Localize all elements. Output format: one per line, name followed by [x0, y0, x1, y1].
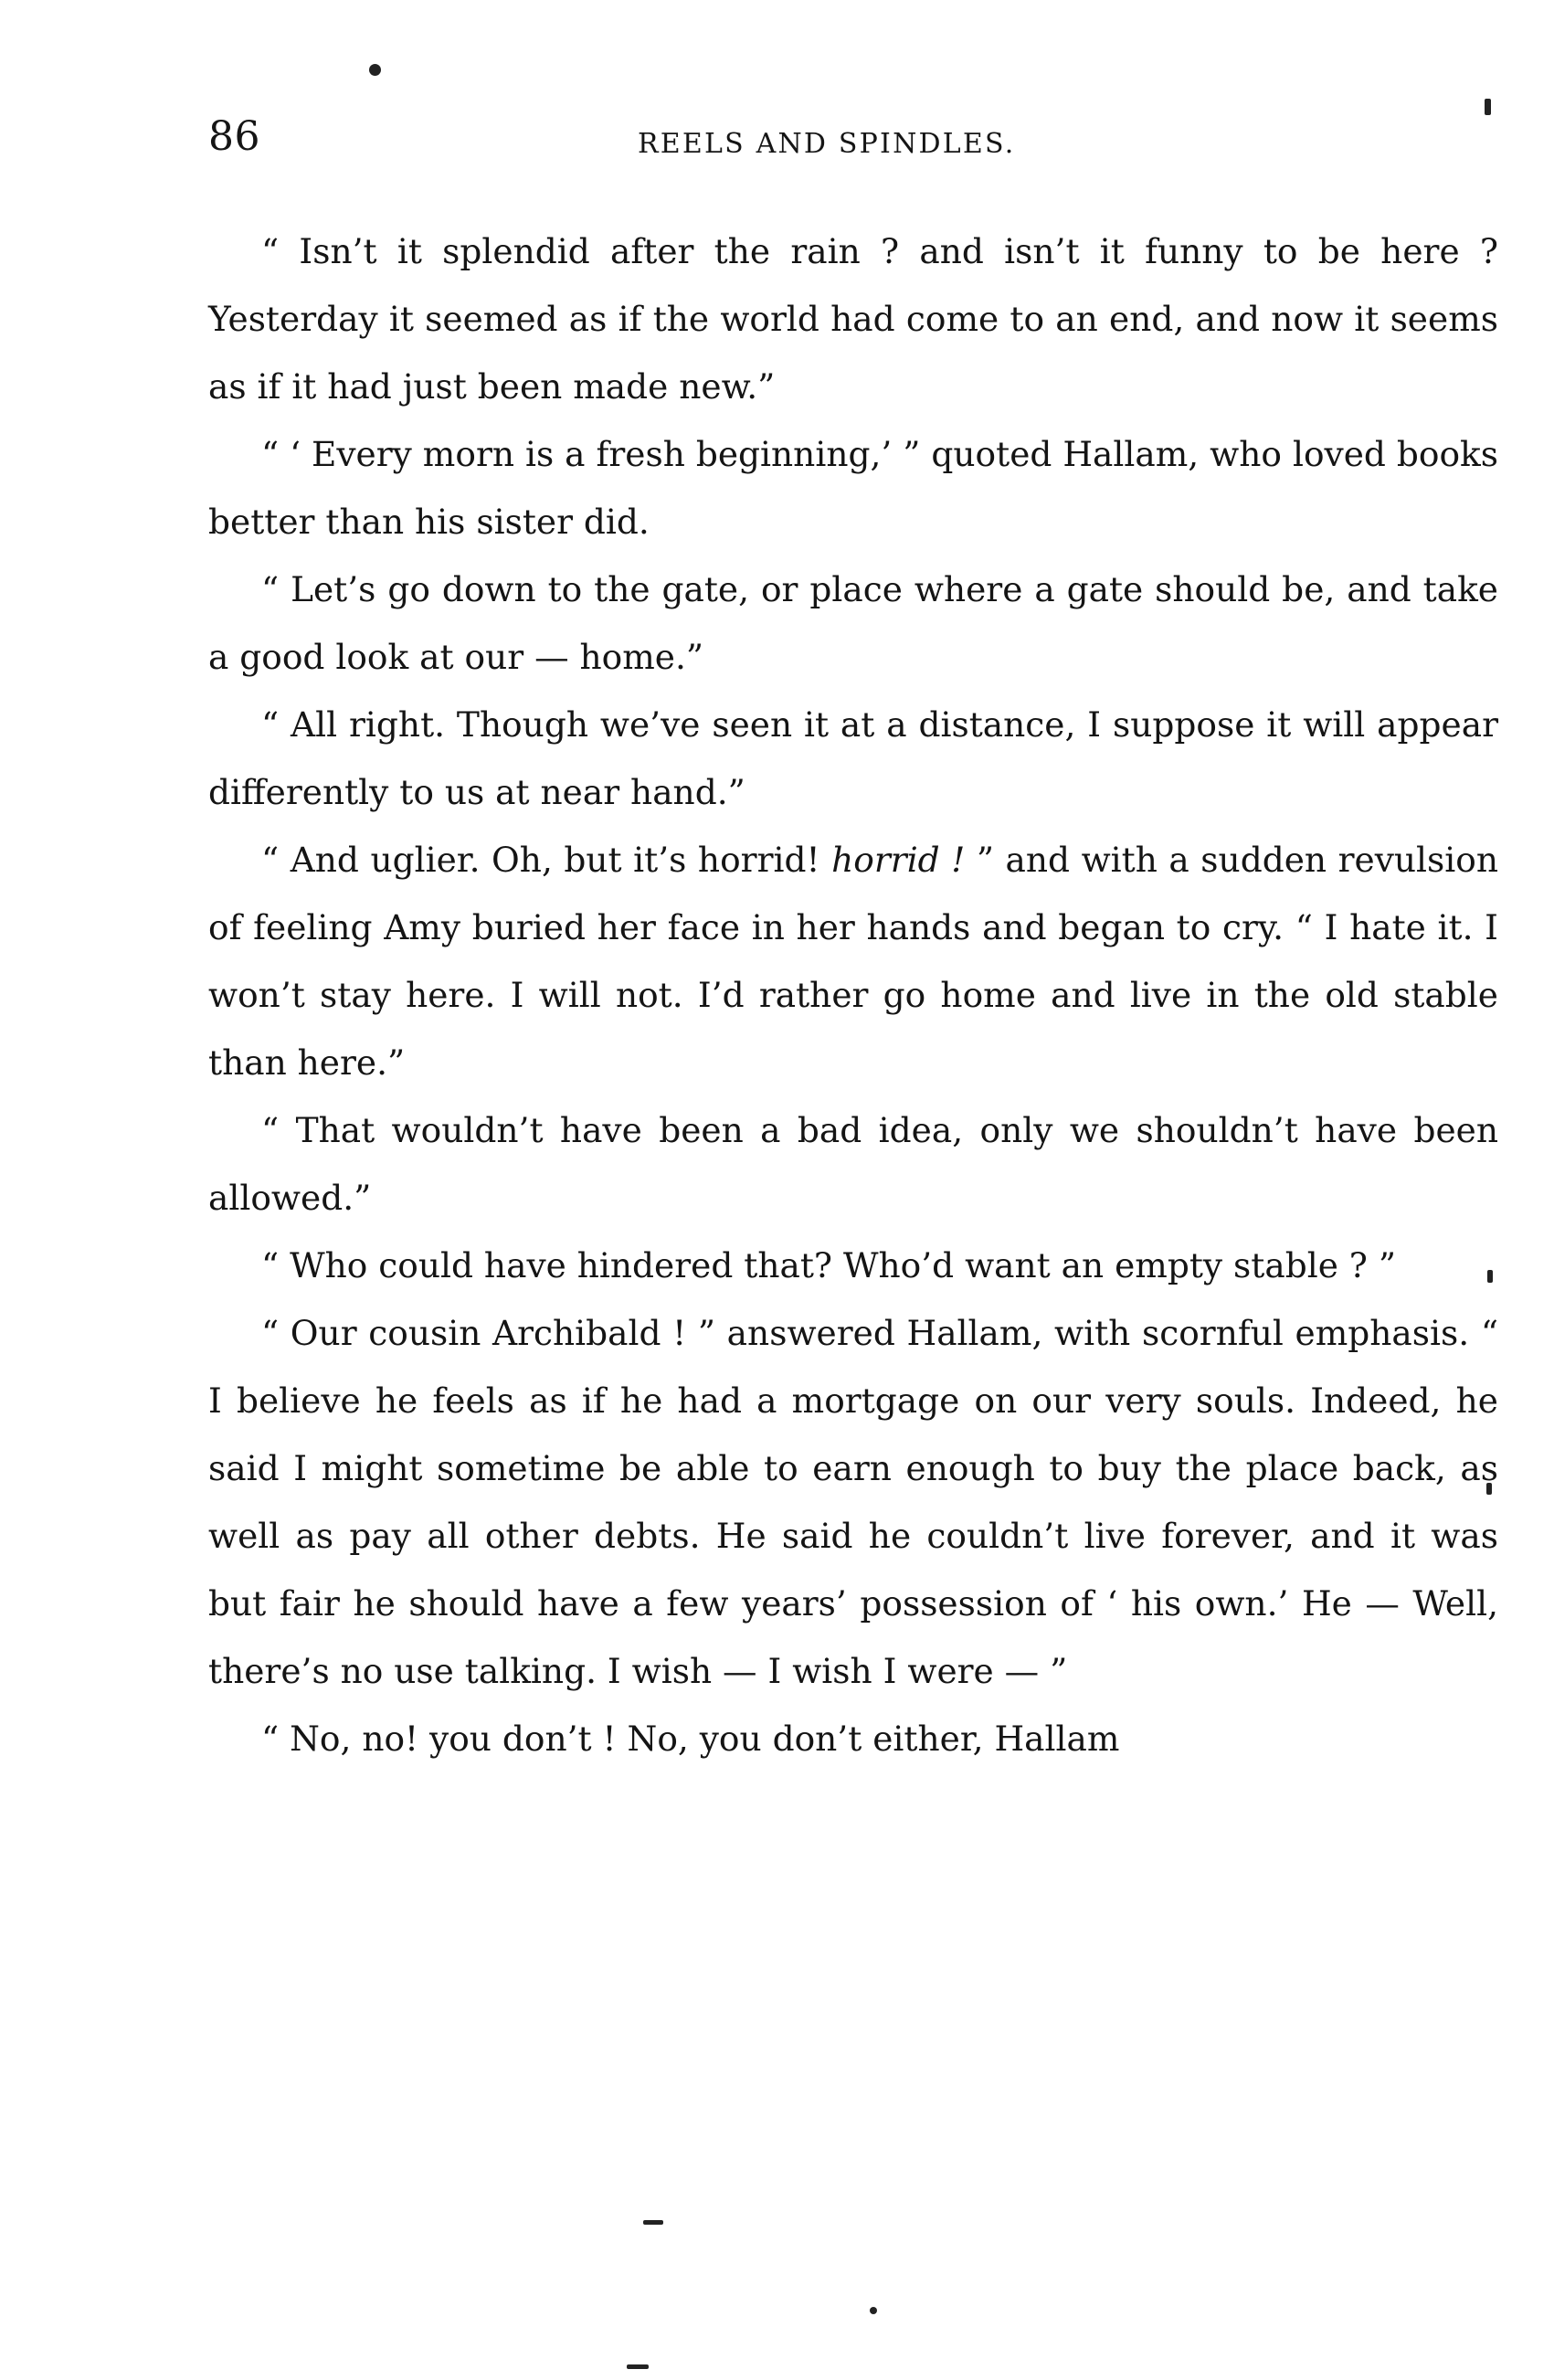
paragraph: “ Our cousin Archibald ! ” answered Hallam, with scornful emphasis. “ I believe he feels as if he had a mortgage on our very souls. Indeed, he said I might sometime be able to earn enough to buy the place back, as well as pay all other debts. He said he couldn’t live forever, and it was but fair he should have a few years’ possession of ‘ his own.’ He — Well, there’s no use talking. I wish — I wish I were — ” [208, 1313, 1498, 1691]
paragraph: “ That wouldn’t have been a bad idea, only we shouldn’t have been allowed.” [208, 1110, 1498, 1218]
scan-artifact-speck [870, 2307, 877, 2314]
paragraph: “ All right. Though we’ve seen it at a distance, I suppose it will appear differently to us at near hand.” [208, 704, 1498, 812]
page-header [208, 113, 1495, 172]
italic-emphasis: horrid ! [831, 840, 966, 880]
scan-artifact-speck [643, 2220, 663, 2225]
scan-artifact-speck [1485, 99, 1491, 115]
page-number: 86 [208, 113, 260, 160]
scan-artifact-speck [627, 2364, 649, 2369]
paragraph: “ Isn’t it splendid after the rain ? and isn’t it funny to be here ? Yesterday it seemed as if the world had come to an end, and now it seems as if it had just been made new.” [208, 231, 1498, 407]
paragraph: “ ‘ Every morn is a fresh beginning,’ ” quoted Hallam, who loved books better than his sister did. [208, 434, 1498, 542]
paragraph: “ No, no! you don’t ! No, you don’t either, Hallam [261, 1719, 1120, 1759]
running-head: REELS AND SPINDLES. [638, 128, 1016, 160]
paragraph: “ Who could have hindered that? Who’d want an empty stable ? ” [261, 1245, 1397, 1285]
scan-artifact-speck [369, 64, 381, 76]
page-body [208, 217, 1498, 1772]
paragraph: “ Let’s go down to the gate, or place where a gate should be, and take a good look at our — home.” [208, 569, 1498, 677]
paragraph-with-italics: “ And uglier. Oh, but it’s horrid! horrid ! ” and with a sudden revulsion of feeling Amy buried her face in her hands and began to cry. “ I hate it. I won’t stay here. I will not. I’d rather go home and live in the old stable than here.” [208, 840, 1498, 1083]
